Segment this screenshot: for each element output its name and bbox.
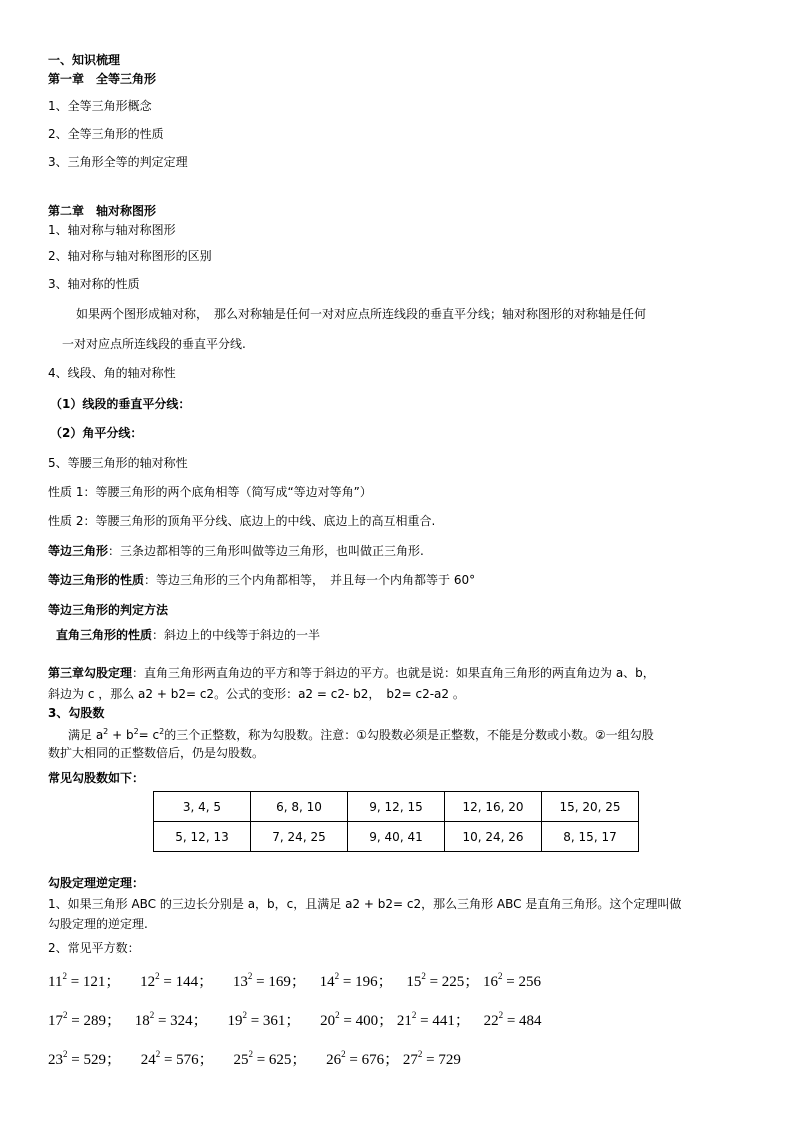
square-exponent: 2 [155, 971, 160, 981]
symmetry-property-line-2: 一对对应点所连线段的垂直平分线. [62, 337, 246, 351]
square-exponent: 2 [149, 1010, 155, 1020]
square-base: 23 [48, 1052, 63, 1068]
section-heading: 一、知识梳理 [48, 53, 121, 67]
table-cell: 12, 16, 20 [445, 792, 542, 822]
chapter-2-title: 第二章 轴对称图形 [48, 204, 157, 218]
square-value: = 169； [256, 974, 306, 990]
pyth-def-part-c: = c [138, 728, 160, 742]
square-value: = 441； [420, 1013, 470, 1029]
pythagorean-triples-table [153, 791, 639, 852]
equilateral-definition [48, 543, 424, 559]
pythagorean-triples-definition-line-2: 数扩大相同的正整数倍后，仍是勾股数。 [48, 746, 265, 760]
table-row [154, 792, 639, 822]
ch1-item-1: 1、全等三角形概念 [48, 99, 152, 113]
table-cell: 10, 24, 26 [445, 822, 542, 852]
square-exponent: 2 [335, 1010, 340, 1020]
table-row [154, 822, 639, 852]
square-base: 21 [396, 1013, 412, 1029]
square-exponent: 2 [498, 971, 503, 981]
square-value: = 529； [71, 1052, 121, 1068]
common-squares-heading: 2、常见平方数： [48, 941, 140, 955]
squares-row-3 [48, 1050, 461, 1070]
square-base: 17 [48, 1013, 63, 1029]
square-exponent: 2 [498, 1010, 504, 1020]
equilateral-judgement: 等边三角形的判定方法 [48, 603, 169, 617]
table-cell: 3, 4, 5 [154, 792, 251, 822]
square-base: 27 [402, 1052, 418, 1068]
equilateral-definition-label: 等边三角形 [48, 544, 109, 558]
square-base: 18 [134, 1013, 150, 1029]
isosceles-property-1: 性质 1：等腰三角形的两个底角相等（简写成“等边对等角”） [48, 485, 372, 499]
square-exponent: 2 [341, 1049, 346, 1059]
right-triangle-property [56, 627, 320, 643]
square-value: = 196； [342, 974, 393, 990]
ch2-item-5: 5、等腰三角形的轴对称性 [48, 456, 188, 470]
squares-row-1 [48, 972, 541, 992]
pythagorean-theorem-line-2: 斜边为 c ，那么 a2 + b2= c2。公式的变形：a2 = c2- b2， b2= c2-a2 。 [48, 687, 465, 701]
square-base: 22 [483, 1013, 499, 1029]
pythagorean-triples-definition [68, 724, 654, 743]
ch1-item-3: 3、三角形全等的判定定理 [48, 155, 188, 169]
square-base: 15 [406, 974, 422, 990]
pyth-def-part-a: 满足 a [68, 728, 104, 742]
square-base: 16 [483, 974, 499, 990]
square-base: 11 [48, 974, 63, 990]
sub-item-angle-bisector: （2）角平分线： [50, 426, 143, 440]
square-exponent: 2 [421, 971, 426, 981]
sup-b: 2 [133, 727, 139, 736]
square-base: 13 [232, 974, 248, 990]
ch1-item-2: 2、全等三角形的性质 [48, 127, 164, 141]
square-exponent: 2 [247, 971, 253, 981]
ch2-item-2: 2、轴对称与轴对称图形的区别 [48, 249, 212, 263]
square-value: = 361； [250, 1013, 301, 1029]
converse-theorem-line-2: 勾股定理的逆定理. [48, 917, 148, 931]
right-triangle-property-label: 直角三角形的性质 [56, 628, 153, 642]
table-cell: 6, 8, 10 [251, 792, 348, 822]
table-cell: 8, 15, 17 [542, 822, 639, 852]
isosceles-property-2: 性质 2：等腰三角形的顶角平分线、底边上的中线、底边上的高互相重合. [48, 514, 436, 528]
table-cell: 5, 12, 13 [154, 822, 251, 852]
square-base: 20 [320, 1013, 336, 1029]
equilateral-definition-text: ：三条边都相等的三角形叫做等边三角形，也叫做正三角形. [108, 544, 424, 558]
pythagorean-theorem-line-1 [48, 665, 655, 681]
square-value: = 256 [506, 974, 542, 990]
square-value: = 225； [429, 974, 480, 990]
common-triples-heading: 常见勾股数如下： [48, 771, 145, 785]
equilateral-property [48, 572, 475, 588]
square-value: = 400； [343, 1013, 394, 1029]
converse-theorem-line-1: 1、如果三角形 ABC 的三边长分别是 a，b，c，且满足 a2 + b2= c2，那么三角形 ABC 是直角三角形。这个定理叫做 [48, 897, 682, 911]
equilateral-property-label: 等边三角形的性质 [48, 573, 145, 587]
square-value: = 484 [506, 1013, 542, 1029]
table-cell: 9, 40, 41 [348, 822, 445, 852]
square-exponent: 2 [63, 1049, 68, 1059]
table-cell: 15, 20, 25 [542, 792, 639, 822]
sub-item-perpendicular-bisector: （1）线段的垂直平分线： [50, 397, 191, 411]
square-exponent: 2 [334, 971, 340, 981]
right-triangle-property-text: ：斜边上的中线等于斜边的一半 [152, 628, 321, 642]
square-value: = 144； [163, 974, 214, 990]
square-value: = 576； [163, 1052, 214, 1068]
symmetry-property-line-1: 如果两个图形成轴对称， 那么对称轴是任何一对对应点所连线段的垂直平分线；轴对称图形的对称轴是任何 [76, 307, 647, 321]
square-value: = 625； [256, 1052, 307, 1068]
pyth-def-part-d: 的三个正整数，称为勾股数。注意：①勾股数必须是正整数，不能是分数或小数。②一组勾股 [164, 728, 654, 742]
ch2-item-4: 4、线段、角的轴对称性 [48, 366, 176, 380]
square-value: = 676； [349, 1052, 400, 1068]
table-cell: 7, 24, 25 [251, 822, 348, 852]
square-exponent: 2 [62, 971, 67, 981]
squares-row-2 [48, 1011, 542, 1031]
square-exponent: 2 [155, 1049, 161, 1059]
square-base: 25 [233, 1052, 249, 1068]
pythagorean-triples-heading: 3、勾股数 [48, 706, 105, 720]
chapter-3-title: 第三章勾股定理 [48, 666, 133, 680]
square-value: = 324； [157, 1013, 208, 1029]
square-value: = 729 [426, 1052, 461, 1068]
table-cell: 9, 12, 15 [348, 792, 445, 822]
pythagorean-theorem-text: ：直角三角形两直角边的平方和等于斜边的平方。也就是说：如果直角三角形的两直角边为 a、b， [132, 666, 655, 680]
square-base: 26 [326, 1052, 342, 1068]
square-value: = 289； [71, 1013, 121, 1029]
square-base: 19 [227, 1013, 243, 1029]
sup-c: 2 [159, 727, 165, 736]
square-value: = 121； [70, 974, 121, 990]
square-base: 12 [140, 974, 156, 990]
pyth-def-part-b: + b [108, 728, 134, 742]
square-base: 14 [319, 974, 335, 990]
square-exponent: 2 [248, 1049, 253, 1059]
sup-a: 2 [103, 727, 109, 736]
ch2-item-3: 3、轴对称的性质 [48, 277, 140, 291]
ch2-item-1: 1、轴对称与轴对称图形 [48, 223, 176, 237]
square-base: 24 [140, 1052, 156, 1068]
square-exponent: 2 [242, 1010, 247, 1020]
converse-theorem-heading: 勾股定理逆定理： [48, 876, 145, 890]
equilateral-property-text: ：等边三角形的三个内角都相等， 并且每一个内角都等于 60° [144, 573, 476, 587]
square-exponent: 2 [417, 1049, 423, 1059]
square-exponent: 2 [63, 1010, 68, 1020]
chapter-1-title: 第一章 全等三角形 [48, 72, 157, 86]
square-exponent: 2 [411, 1010, 417, 1020]
